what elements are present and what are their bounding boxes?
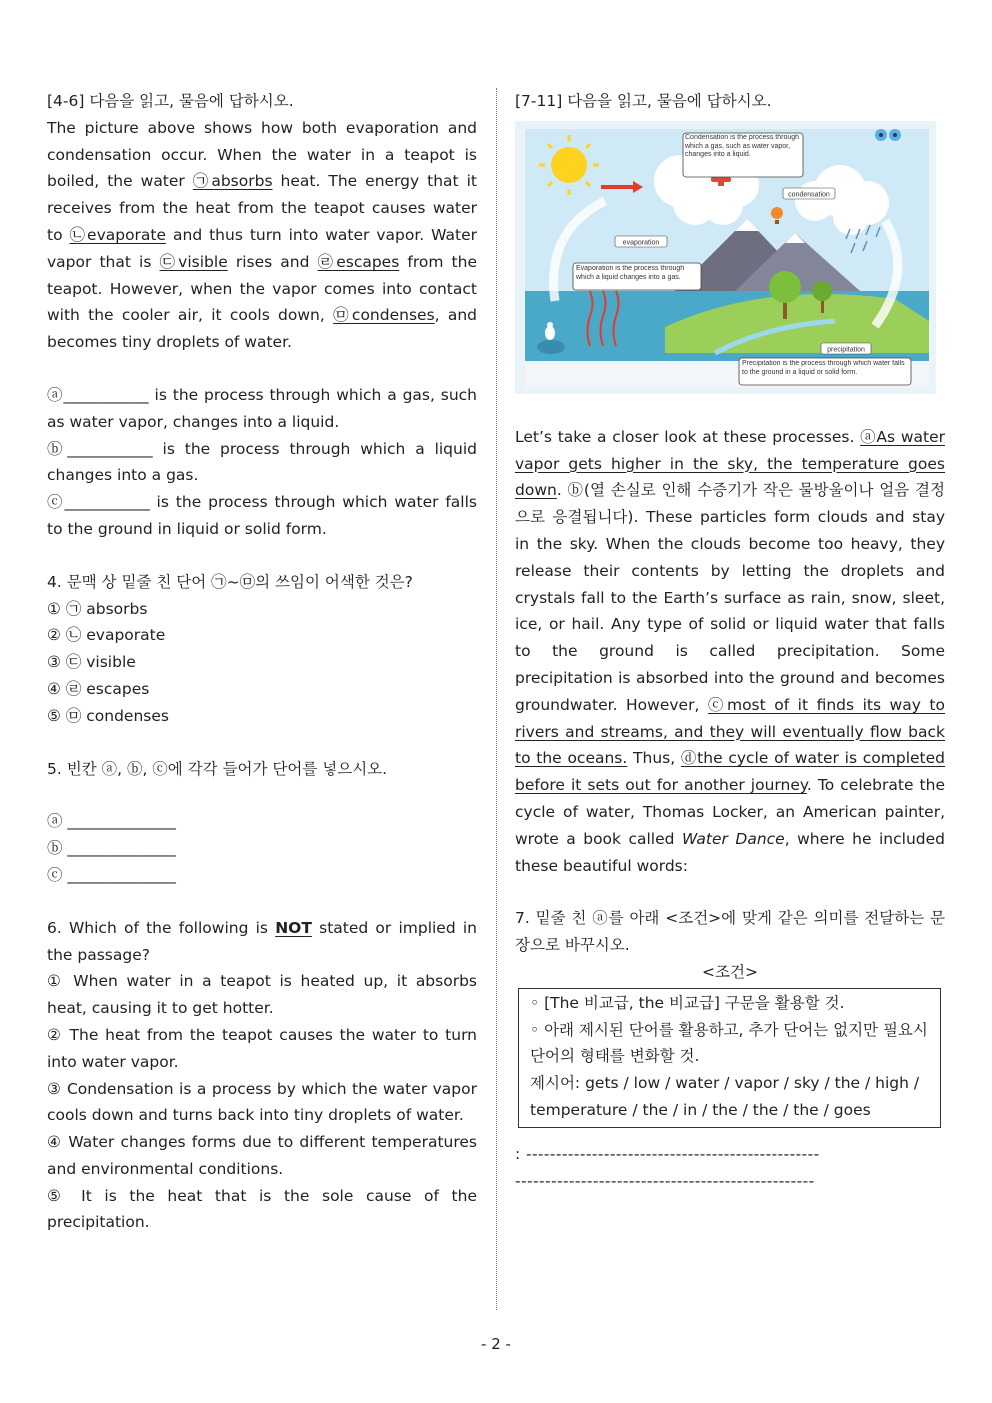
precipitation-label: precipitation (827, 346, 865, 354)
passage-text: and thus turn into water vapor. Water vapor that is (47, 225, 477, 271)
q5-answer-a[interactable]: ⓐ ______________ (47, 812, 176, 831)
evaporation-label: evaporation (622, 239, 660, 247)
question-5-stem: 5. 빈칸 ⓐ, ⓑ, ⓒ에 각각 들어가 단어를 넣으시오. (47, 759, 388, 778)
q5-answer-b[interactable]: ⓑ ______________ (47, 839, 176, 858)
right-column (515, 88, 945, 1194)
condition-1: ◦ [The 비교급, the 비교급] 구문을 활용할 것. (530, 993, 845, 1012)
passage-right (515, 424, 945, 880)
q5-answer-c[interactable]: ⓒ ______________ (47, 865, 176, 884)
conditions-box (518, 988, 941, 1128)
page-number: - 2 - (481, 1335, 511, 1353)
question-6-stem (47, 915, 477, 969)
underlined-sentence-d: ⓓthe cycle of water is completed before it sets out for another journey (515, 749, 945, 795)
definition-b: ⓑ___________ is the process through which a liquid changes into a gas. (47, 439, 477, 485)
passage-text: Thus, (627, 749, 681, 768)
passage-text: The picture above shows how both evaporation and condensation occur. When the water in a teapot is boiled, the water (47, 118, 477, 191)
passage-text: . To celebrate the cycle of water, Thomas Locker, an American painter, wrote a book called (515, 776, 945, 848)
q7-answer-line-1[interactable]: : ------------------------------------------------- (515, 1144, 820, 1163)
q4-option-3[interactable]: ③ ㉢ visible (47, 653, 136, 672)
q4-option-2[interactable]: ② ㉡ evaporate (47, 626, 166, 645)
passage-text: , and becomes tiny droplets of water. (47, 306, 478, 352)
condition-3: 제시어: gets / low / water / vapor / sky / the / high / temperature / the / in / the / the / the / goes (530, 1074, 920, 1119)
left-column (47, 88, 477, 1236)
precipitation-callout-text: Precipitation is the process through which water falls to the ground in a liquid or solid form. (742, 359, 905, 376)
underlined-word-3: ㉢visible (159, 252, 228, 271)
underlined-word-1: ㉠absorbs (192, 172, 273, 191)
underlined-sentence-a: ⓐAs water vapor gets higher in the sky, the temperature goes down (515, 427, 945, 500)
q6-option-2[interactable]: ② The heat from the teapot causes the water to turn into water vapor. (47, 1025, 477, 1071)
question-7-stem: 7. 밑줄 친 ⓐ를 아래 <조건>에 맞게 같은 의미를 전달하는 문장으로 바꾸시오. (515, 909, 945, 955)
condition-2: ◦ 아래 제시된 단어를 활용하고, 추가 단어는 없지만 필요시 단어의 형태를 변화할 것. (530, 1020, 928, 1066)
section-header-7-11: [7-11] 다음을 읽고, 물음에 답하시오. (515, 92, 772, 110)
q6-option-5[interactable]: ⑤ It is the heat that is the sole cause of the precipitation. (47, 1186, 477, 1232)
passage-left (47, 115, 477, 356)
passage-text: heat. The energy that it receives from the heat from the teapot causes water to (47, 172, 477, 244)
condensation-label: condensation (788, 191, 830, 199)
passage-text: from the teapot. However, when the vapor comes into contact with the cooler air, it cools down, (47, 252, 477, 325)
book-title: Water Dance (681, 829, 785, 848)
passage-text: rises and (227, 252, 318, 271)
evaporation-callout-text: Evaporation is the process through which a liquid changes into a gas. (576, 264, 685, 281)
passage-text: , where he included these beautiful words: (515, 829, 945, 875)
q6-option-1[interactable]: ① When water in a teapot is heated up, it absorbs heat, causing it to get hotter. (47, 972, 477, 1018)
conditions-title: <조건> (702, 962, 758, 981)
water-cycle-diagram (515, 121, 936, 394)
q6-stem-text: stated or implied in the passage? (47, 918, 478, 964)
underlined-word-2: ㉡evaporate (69, 225, 167, 244)
q7-answer-line-2[interactable]: -------------------------------------------------- (515, 1171, 815, 1190)
column-divider (496, 88, 497, 1310)
q6-option-3[interactable]: ③ Condensation is a process by which the water vapor cools down and turns back into tiny droplets of water. (47, 1079, 477, 1125)
q6-option-4[interactable]: ④ Water changes forms due to different temperatures and environmental conditions. (47, 1133, 477, 1178)
underlined-word-5: ㉤condenses (333, 306, 435, 325)
condensation-callout-text: Condensation is the process through which a gas, such as water vapor, changes into a liquid. (685, 133, 800, 158)
q4-option-4[interactable]: ④ ㉣ escapes (47, 679, 150, 698)
underlined-word-4: ㉣escapes (317, 252, 400, 271)
definition-a: ⓐ___________ is the process through which a gas, such as water vapor, changes into a liquid. (47, 385, 477, 431)
question-4-stem: 4. 문맥 상 밑줄 친 단어 ㉠~㉤의 쓰임이 어색한 것은? (47, 572, 413, 591)
passage-text: . ⓑ(열 손실로 인해 수증기가 작은 물방울이나 얼음 결정으로 응결됩니다). These particles form clouds and stay in the sky. When the clouds become too heavy, they release their contents by letting the droplets and crystals fall to the Earth’s surface as rain, snow, sleet, ice, or hail. Any type of solid or liquid water that falls to the ground is called precipitation. Some precipitation is absorbed into the ground and becomes groundwater. However, (515, 481, 945, 714)
q4-option-5[interactable]: ⑤ ㉤ condenses (47, 706, 169, 725)
q6-not-emphasis: NOT (275, 918, 312, 937)
q4-option-1[interactable]: ① ㉠ absorbs (47, 599, 148, 618)
passage-text: Let’s take a closer look at these processes. (515, 427, 861, 446)
definition-c: ⓒ___________ is the process through which water falls to the ground in liquid or solid form. (47, 493, 477, 538)
q6-stem-text: 6. Which of the following is (47, 918, 276, 937)
section-header-4-6: [4-6] 다음을 읽고, 물음에 답하시오. (47, 92, 294, 110)
underlined-sentence-c: ⓒmost of it finds its way to rivers and streams, and they will eventually flow back to the oceans. (515, 695, 945, 768)
